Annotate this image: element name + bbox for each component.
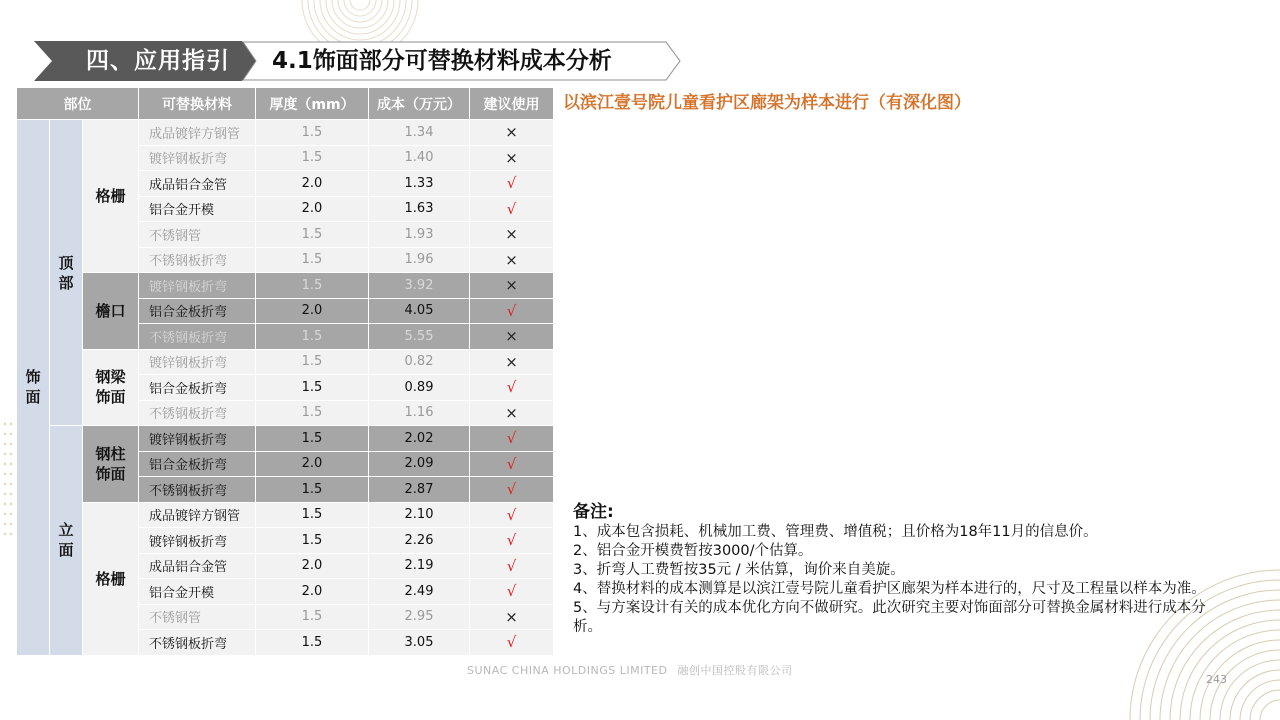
table-row — [17, 426, 554, 452]
group-label: 檐口 — [95, 301, 126, 320]
section-banner — [34, 41, 256, 81]
group-level3 — [83, 426, 139, 503]
material-cell: 镀锌钢板折弯 — [139, 145, 256, 171]
cross-mark-icon: × — [470, 120, 554, 146]
thickness-cell: 1.5 — [256, 477, 369, 503]
group-label: 立面 — [58, 521, 74, 560]
material-cell: 成品铝合金管 — [139, 171, 256, 197]
check-mark-icon: √ — [470, 298, 554, 324]
group-level3 — [83, 120, 139, 273]
cross-mark-icon: × — [470, 324, 554, 350]
group-label: 钢梁饰面 — [95, 368, 126, 407]
cross-mark-icon: × — [470, 349, 554, 375]
group-level2 — [50, 120, 83, 426]
note-item: 5、与方案设计有关的成本优化方向不做研究。此次研究主要对饰面部分可替换金属材料进行成本分析。 — [573, 600, 1206, 635]
cost-cell: 2.95 — [369, 604, 470, 630]
footer-company — [467, 662, 792, 678]
cross-mark-icon: × — [470, 222, 554, 248]
check-mark-icon: √ — [470, 451, 554, 477]
cost-cell: 3.92 — [369, 273, 470, 299]
company-en: SUNAC CHINA HOLDINGS LIMITED — [467, 664, 668, 677]
check-mark-icon: √ — [470, 426, 554, 452]
material-cell: 不锈钢板折弯 — [139, 324, 256, 350]
material-cell: 镀锌钢板折弯 — [139, 528, 256, 554]
cost-cell: 2.02 — [369, 426, 470, 452]
table-row — [17, 273, 554, 299]
note-item: 1、成本包含损耗、机械加工费、管理费、增值税；且价格为18年11月的信息价。 — [573, 524, 1098, 540]
thickness-cell: 1.5 — [256, 222, 369, 248]
cost-cell: 1.40 — [369, 145, 470, 171]
title-banner — [242, 41, 682, 81]
thickness-cell: 1.5 — [256, 502, 369, 528]
thickness-cell: 1.5 — [256, 324, 369, 350]
material-cell: 铝合金板折弯 — [139, 375, 256, 401]
cost-cell: 1.63 — [369, 196, 470, 222]
page-title: 4.1饰面部分可替换材料成本分析 — [272, 48, 612, 74]
thickness-cell: 2.0 — [256, 579, 369, 605]
thickness-cell: 2.0 — [256, 451, 369, 477]
material-cell: 不锈钢板折弯 — [139, 247, 256, 273]
note-item: 4、替换材料的成本测算是以滨江壹号院儿童看护区廊架为样本进行的，尺寸及工程量以样本为准。 — [573, 581, 1206, 597]
cost-cell: 5.55 — [369, 324, 470, 350]
group-level1 — [17, 120, 50, 656]
company-cn: 融创中国控股有限公司 — [677, 664, 793, 677]
material-cell: 铝合金开模 — [139, 196, 256, 222]
thickness-cell: 2.0 — [256, 553, 369, 579]
cost-cell: 2.09 — [369, 451, 470, 477]
group-level3 — [83, 502, 139, 655]
cross-mark-icon: × — [470, 247, 554, 273]
thickness-cell: 1.5 — [256, 426, 369, 452]
col-header-material: 可替换材料 — [139, 88, 256, 120]
cost-cell: 3.05 — [369, 630, 470, 656]
cost-cell: 1.93 — [369, 222, 470, 248]
group-label: 格栅 — [95, 569, 126, 588]
decor-dots — [2, 420, 16, 540]
material-cell: 镀锌钢板折弯 — [139, 426, 256, 452]
cross-mark-icon: × — [470, 273, 554, 299]
check-mark-icon: √ — [470, 171, 554, 197]
check-mark-icon: √ — [470, 477, 554, 503]
group-level2 — [50, 426, 83, 656]
thickness-cell: 1.5 — [256, 400, 369, 426]
material-cell: 不锈钢板折弯 — [139, 477, 256, 503]
cost-cell: 0.89 — [369, 375, 470, 401]
cost-cell: 2.19 — [369, 553, 470, 579]
thickness-cell: 1.5 — [256, 604, 369, 630]
thickness-cell: 1.5 — [256, 120, 369, 146]
cross-mark-icon: × — [470, 604, 554, 630]
group-label: 饰面 — [25, 368, 41, 407]
group-level3 — [83, 349, 139, 426]
col-header-recommend: 建议使用 — [470, 88, 554, 120]
material-cell: 不锈钢板折弯 — [139, 400, 256, 426]
cross-mark-icon: × — [470, 400, 554, 426]
material-cell: 铝合金板折弯 — [139, 451, 256, 477]
group-label: 格栅 — [95, 187, 126, 205]
thickness-cell: 2.0 — [256, 298, 369, 324]
col-header-cost: 成本（万元） — [369, 88, 470, 120]
group-level3 — [83, 273, 139, 350]
thickness-cell: 1.5 — [256, 273, 369, 299]
cost-cell: 2.26 — [369, 528, 470, 554]
thickness-cell: 1.5 — [256, 528, 369, 554]
thickness-cell: 2.0 — [256, 196, 369, 222]
material-cell: 成品镀锌方钢管 — [139, 502, 256, 528]
note-item: 2、铝合金开模费暂按3000/个估算。 — [573, 543, 813, 559]
thickness-cell: 1.5 — [256, 349, 369, 375]
group-label: 顶部 — [58, 253, 74, 292]
note-item: 3、折弯人工费暂按35元 / 米估算，询价来自美旋。 — [573, 562, 905, 578]
material-cell: 铝合金板折弯 — [139, 298, 256, 324]
section-label: 四、应用指引 — [86, 48, 230, 74]
cost-cell: 0.82 — [369, 349, 470, 375]
material-cell: 镀锌钢板折弯 — [139, 273, 256, 299]
material-cell: 不锈钢板折弯 — [139, 630, 256, 656]
cost-cell: 2.10 — [369, 502, 470, 528]
check-mark-icon: √ — [470, 553, 554, 579]
check-mark-icon: √ — [470, 630, 554, 656]
thickness-cell: 2.0 — [256, 171, 369, 197]
cost-cell: 4.05 — [369, 298, 470, 324]
col-header-part: 部位 — [17, 88, 139, 120]
check-mark-icon: √ — [470, 196, 554, 222]
thickness-cell: 1.5 — [256, 375, 369, 401]
material-cell: 不锈钢管 — [139, 222, 256, 248]
material-cell: 成品镀锌方钢管 — [139, 120, 256, 146]
material-cell: 镀锌钢板折弯 — [139, 349, 256, 375]
table-row — [17, 349, 554, 375]
cost-table — [16, 87, 554, 656]
notes-title: 备注: — [573, 502, 614, 522]
group-label: 钢柱饰面 — [95, 444, 126, 483]
notes-block — [573, 503, 1233, 637]
check-mark-icon: √ — [470, 502, 554, 528]
cross-mark-icon: × — [470, 145, 554, 171]
cost-cell: 1.33 — [369, 171, 470, 197]
table-row — [17, 502, 554, 528]
thickness-cell: 1.5 — [256, 630, 369, 656]
check-mark-icon: √ — [470, 579, 554, 605]
cost-cell: 1.16 — [369, 400, 470, 426]
material-cell: 成品铝合金管 — [139, 553, 256, 579]
page-number: 243 — [1206, 673, 1227, 686]
col-header-thickness: 厚度（mm） — [256, 88, 369, 120]
cost-cell: 1.34 — [369, 120, 470, 146]
material-cell: 铝合金开模 — [139, 579, 256, 605]
cost-cell: 2.87 — [369, 477, 470, 503]
thickness-cell: 1.5 — [256, 247, 369, 273]
check-mark-icon: √ — [470, 375, 554, 401]
table-header-row — [17, 88, 554, 120]
material-cell: 不锈钢管 — [139, 604, 256, 630]
check-mark-icon: √ — [470, 528, 554, 554]
cost-cell: 2.49 — [369, 579, 470, 605]
sample-subtitle: 以滨江壹号院儿童看护区廊架为样本进行（有深化图） — [563, 93, 971, 113]
table-row — [17, 120, 554, 146]
thickness-cell: 1.5 — [256, 145, 369, 171]
cost-cell: 1.96 — [369, 247, 470, 273]
